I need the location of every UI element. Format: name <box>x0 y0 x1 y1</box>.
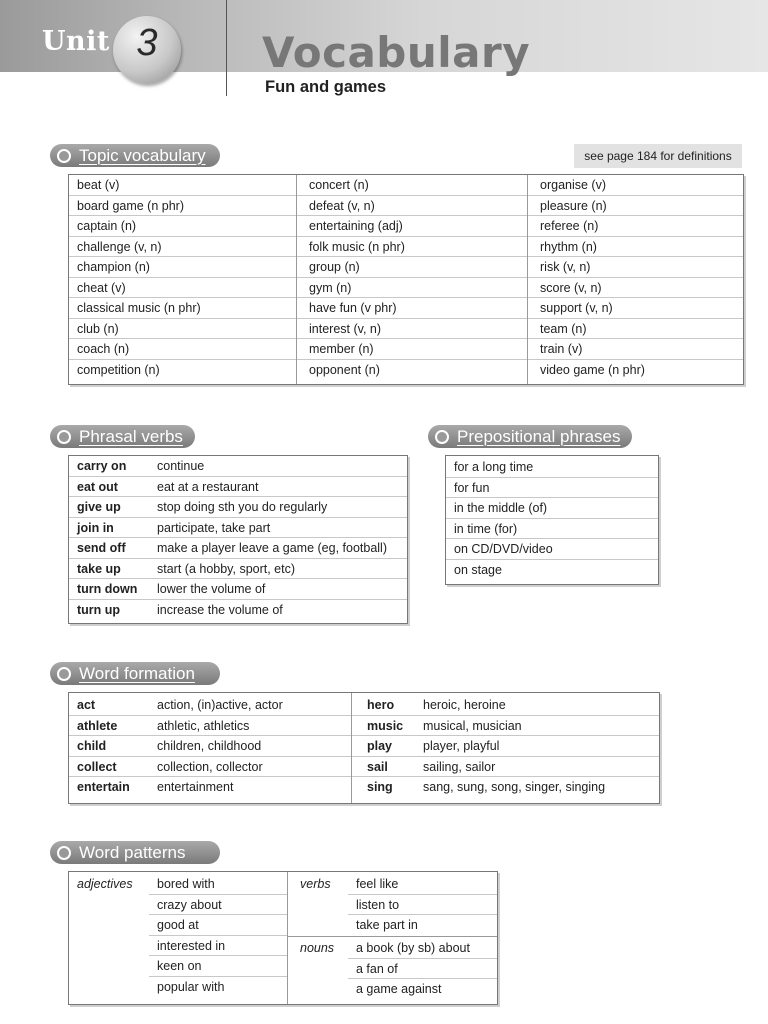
list-item: popular with <box>157 979 225 994</box>
list-item: in the middle (of) <box>446 498 658 519</box>
page-subtitle: Fun and games <box>265 78 387 96</box>
vocab-item: member (n) <box>297 339 527 360</box>
vocab-item: folk music (n phr) <box>297 237 527 258</box>
bullet-icon <box>57 149 71 163</box>
vocab-item: team (n) <box>528 319 743 340</box>
word-formation-right <box>352 695 659 798</box>
list-item: a fan of <box>348 959 497 980</box>
bullet-icon <box>57 846 71 860</box>
vocab-item: coach (n) <box>69 339 296 360</box>
verbs-label: verbs <box>300 877 331 891</box>
phrasal-verbs-table <box>68 455 408 624</box>
vocab-item: board game (n phr) <box>69 196 296 217</box>
vocab-item: concert (n) <box>297 175 527 196</box>
list-item: eat out eat at a restaurant <box>69 477 407 498</box>
list-item: take up start (a hobby, sport, etc) <box>69 559 407 580</box>
vocab-item: opponent (n) <box>309 362 380 377</box>
vocab-item: entertaining (adj) <box>297 216 527 237</box>
list-item: athlete athletic, athletics <box>69 716 351 737</box>
word-patterns-heading: Word patterns <box>50 841 220 864</box>
list-item: play player, playful <box>352 736 659 757</box>
vocab-item: champion (n) <box>69 257 296 278</box>
list-item: a game against <box>356 982 442 996</box>
list-item: on stage <box>454 562 502 577</box>
vocab-item: competition (n) <box>77 362 160 377</box>
prepositional-phrases-list <box>446 457 658 580</box>
list-item: turn up increase the volume of <box>77 602 283 617</box>
vocab-item: score (v, n) <box>528 278 743 299</box>
unit-label: Unit <box>42 26 110 57</box>
list-item: send off make a player leave a game (eg, football) <box>69 538 407 559</box>
header-divider <box>226 0 227 96</box>
word-formation-heading: Word formation <box>50 662 220 685</box>
word-formation-table <box>68 692 660 804</box>
vocab-item: gym (n) <box>297 278 527 299</box>
vocab-item: interest (v, n) <box>297 319 527 340</box>
list-item: sing sang, sung, song, singer, singing <box>367 780 606 794</box>
list-item: act action, (in)active, actor <box>69 695 351 716</box>
vocab-column-3 <box>528 175 743 380</box>
list-item: turn down lower the volume of <box>69 579 407 600</box>
vocab-item: cheat (v) <box>69 278 296 299</box>
page-title: Vocabulary <box>262 28 531 77</box>
topic-vocabulary-heading: Topic vocabulary <box>50 144 220 167</box>
list-item: take part in <box>356 918 418 932</box>
vocab-item: organise (v) <box>528 175 743 196</box>
phrasal-verbs-heading: Phrasal verbs <box>50 425 195 448</box>
list-item: join in participate, take part <box>69 518 407 539</box>
list-item: carry on continue <box>69 456 407 477</box>
list-item: give up stop doing sth you do regularly <box>69 497 407 518</box>
topic-vocabulary-table <box>68 174 744 385</box>
vocab-item: challenge (v, n) <box>69 237 296 258</box>
adjectives-list <box>149 874 287 997</box>
list-item: entertain entertainment <box>77 780 234 794</box>
phrasal-verbs-list <box>69 456 407 620</box>
list-item: music musical, musician <box>352 716 659 737</box>
bullet-icon <box>435 430 449 444</box>
vocab-item: captain (n) <box>69 216 296 237</box>
list-item: listen to <box>348 895 497 916</box>
list-item: a book (by sb) about <box>348 938 497 959</box>
list-item: hero heroic, heroine <box>352 695 659 716</box>
prepositional-phrases-table <box>445 455 659 585</box>
vocab-column-2 <box>297 175 527 380</box>
list-item: keen on <box>149 956 287 977</box>
vocab-item: referee (n) <box>528 216 743 237</box>
list-item: on CD/DVD/video <box>446 539 658 560</box>
vocab-item: group (n) <box>297 257 527 278</box>
list-item: good at <box>149 915 287 936</box>
vocab-item: defeat (v, n) <box>297 196 527 217</box>
definitions-note: see page 184 for definitions <box>574 144 742 168</box>
vocab-item: classical music (n phr) <box>69 298 296 319</box>
vocab-item: pleasure (n) <box>528 196 743 217</box>
vocab-item: video game (n phr) <box>540 362 645 377</box>
nouns-list <box>348 938 497 1000</box>
nouns-group <box>288 937 497 1003</box>
adjectives-label: adjectives <box>77 877 133 891</box>
vocab-item: train (v) <box>528 339 743 360</box>
vocab-item: club (n) <box>69 319 296 340</box>
vocab-item: beat (v) <box>69 175 296 196</box>
word-formation-left <box>69 695 351 798</box>
word-patterns-table <box>68 871 498 1005</box>
bullet-icon <box>57 667 71 681</box>
vocab-column-1 <box>69 175 296 380</box>
list-item: sail sailing, sailor <box>352 757 659 778</box>
list-item: child children, childhood <box>69 736 351 757</box>
vocab-item: support (v, n) <box>528 298 743 319</box>
prepositional-phrases-heading: Prepositional phrases <box>428 425 632 448</box>
list-item: feel like <box>348 874 497 895</box>
vocab-item: rhythm (n) <box>528 237 743 258</box>
unit-number: 3 <box>136 22 158 64</box>
list-item: for a long time <box>446 457 658 478</box>
list-item: bored with <box>149 874 287 895</box>
vocab-item: risk (v, n) <box>528 257 743 278</box>
list-item: crazy about <box>149 895 287 916</box>
verbs-group <box>288 872 497 937</box>
list-item: interested in <box>149 936 287 957</box>
bullet-icon <box>57 430 71 444</box>
list-item: collect collection, collector <box>69 757 351 778</box>
nouns-label: nouns <box>300 941 335 955</box>
list-item: for fun <box>446 478 658 499</box>
verbs-list <box>348 874 497 936</box>
list-item: in time (for) <box>446 519 658 540</box>
vocab-item: have fun (v phr) <box>297 298 527 319</box>
